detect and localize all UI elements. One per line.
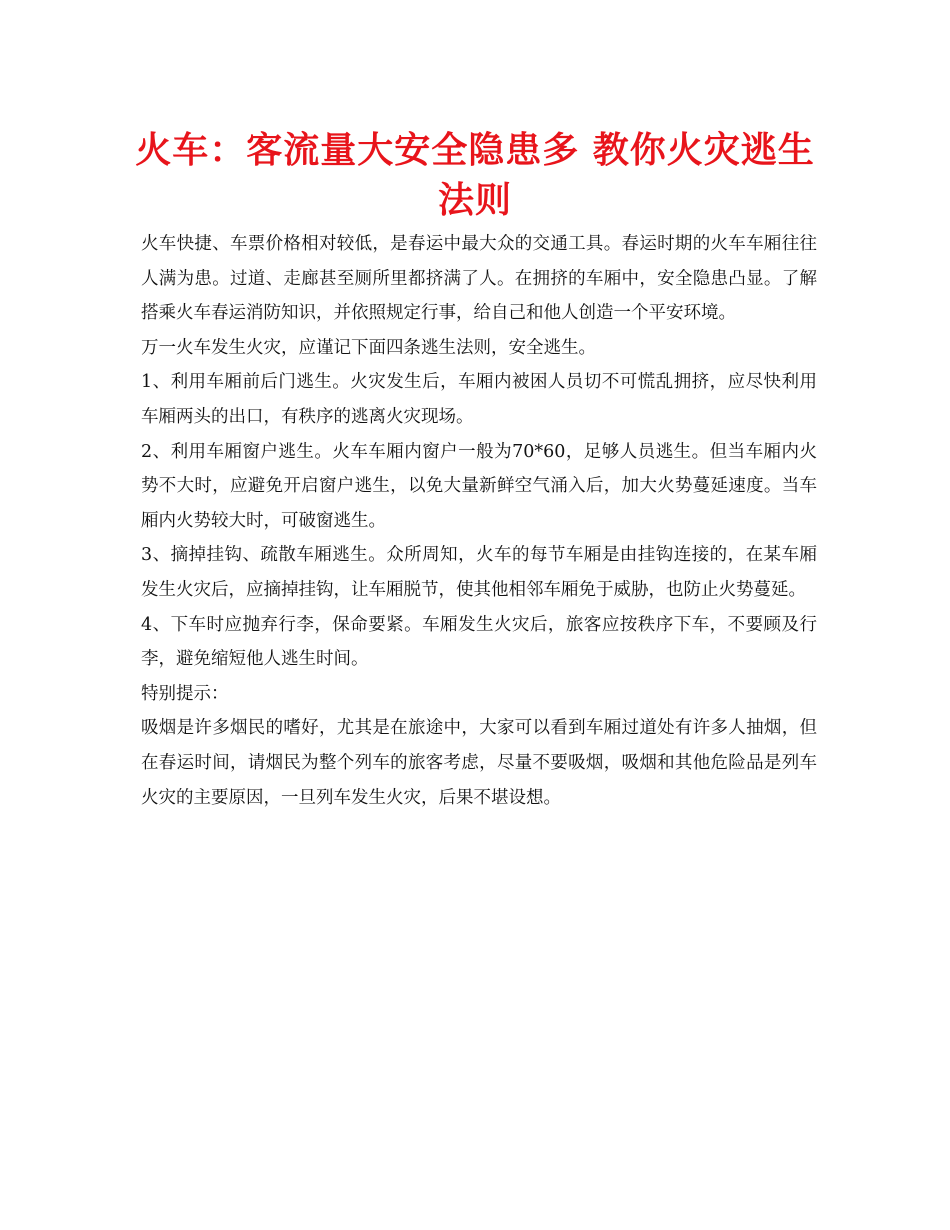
paragraph-rule-3: 3、摘掉挂钩、疏散车厢逃生。众所周知，火车的每节车厢是由挂钩连接的，在某车厢发生火灾后，应摘掉挂钩，让车厢脱节，使其他相邻车厢免于威胁，也防止火势蔓延。 bbox=[141, 545, 817, 600]
special-tip-heading: 特别提示： bbox=[141, 683, 229, 704]
paragraph-rule-2: 2、利用车厢窗户逃生。火车车厢内窗户一般为70*60，足够人员逃生。但当车厢内火势不大时，应避免开启窗户逃生，以免大量新鲜空气涌入后，加大火势蔓延速度。当车厢内火势较大时，可破窗逃生。 bbox=[141, 441, 817, 531]
paragraph-rule-4: 4、下车时应抛弃行李，保命要紧。车厢发生火灾后，旅客应按秩序下车，不要顾及行李，避免缩短他人逃生时间。 bbox=[141, 614, 817, 670]
paragraph-special-tip: 吸烟是许多烟民的嗜好，尤其是在旅途中，大家可以看到车厢过道处有许多人抽烟，但在春运时间，请烟民为整个列车的旅客考虑，尽量不要吸烟，吸烟和其他危险品是列车火灾的主要原因，一旦列车发生火灾，后果不堪设想。 bbox=[141, 718, 817, 808]
paragraph-intro: 火车快捷、车票价格相对较低，是春运中最大众的交通工具。春运时期的火车车厢往往人满为患。过道、走廊甚至厕所里都挤满了人。在拥挤的车厢中，安全隐患凸显。了解搭乘火车春运消防知识，并依照规定行事，给自己和他人创造一个平安环境。 bbox=[141, 234, 817, 324]
paragraph-rule-1: 1、利用车厢前后门逃生。火灾发生后，车厢内被困人员切不可慌乱拥挤，应尽快利用车厢两头的出口，有秩序的逃离火灾现场。 bbox=[141, 372, 817, 427]
document-title: 火车：客流量大安全隐患多 教你火灾逃生法则 bbox=[135, 130, 815, 221]
document-body bbox=[141, 227, 817, 815]
paragraph-lead: 万一火车发生火灾，应谨记下面四条逃生法则，安全逃生。 bbox=[141, 337, 596, 358]
